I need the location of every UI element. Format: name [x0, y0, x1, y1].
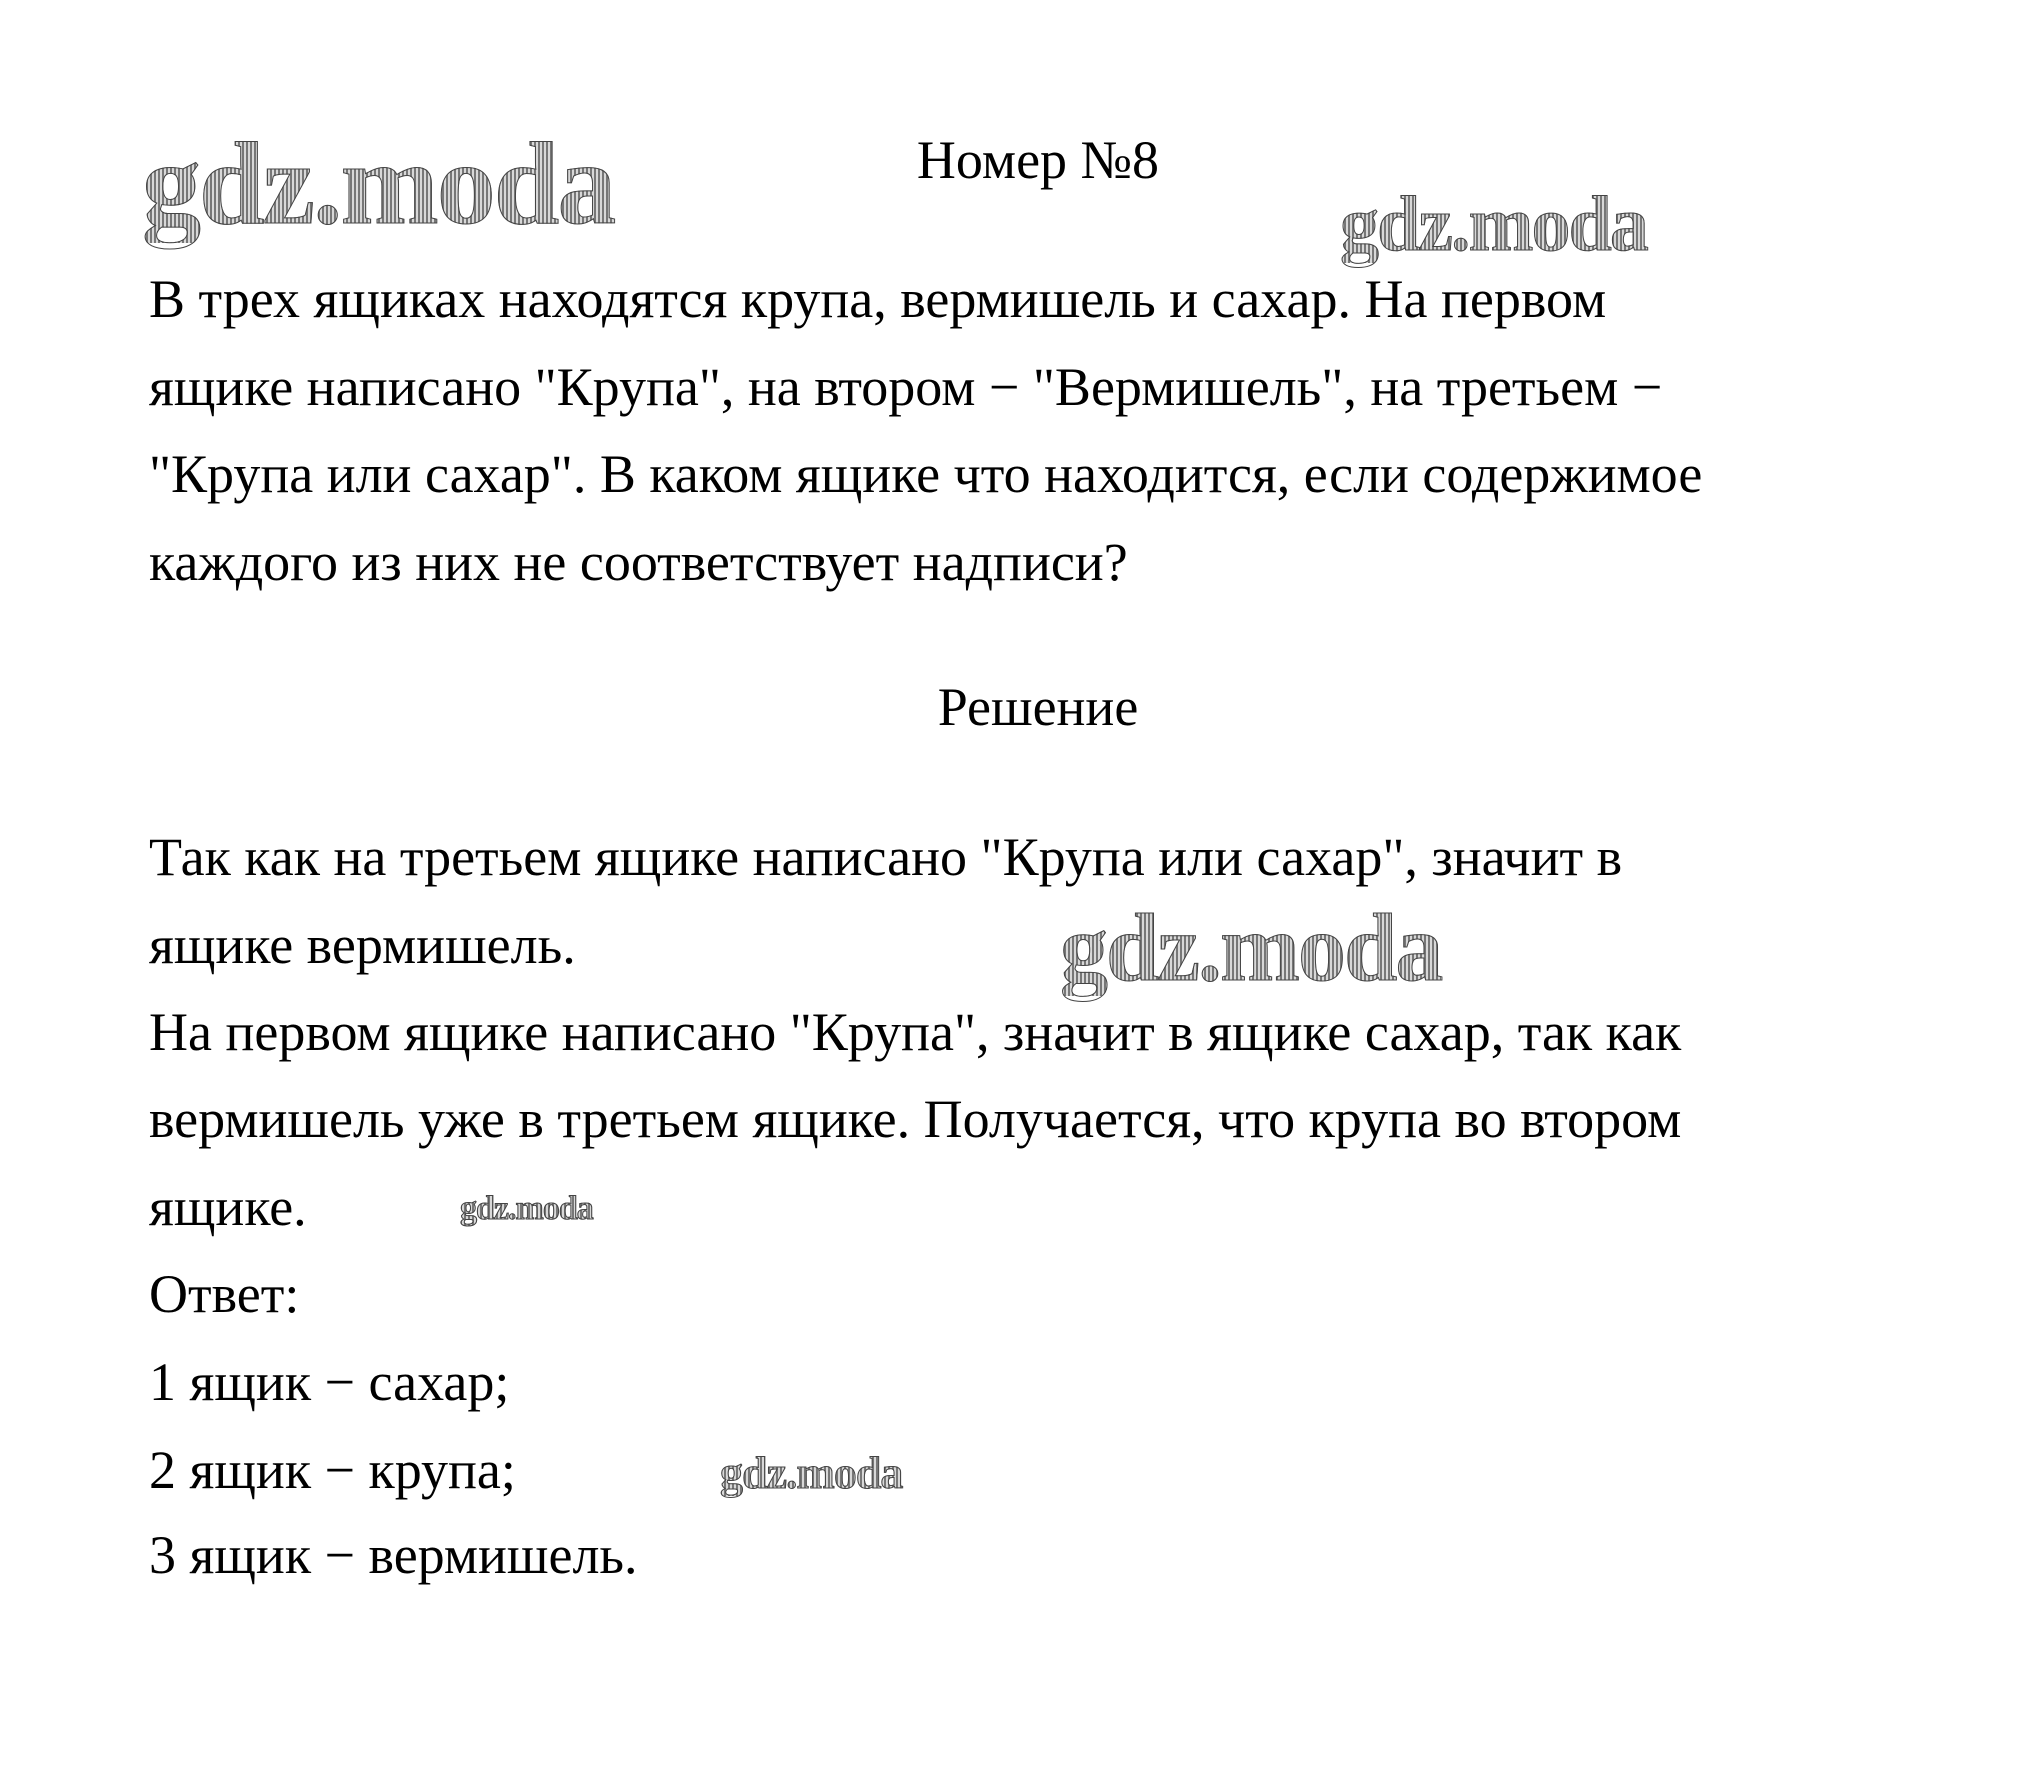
solution-line: На первом ящике написано "Крупа", значит в ящике сахар, так как	[149, 1002, 1682, 1062]
watermark-logo: gdz.moda	[142, 118, 615, 249]
problem-line: В трех ящиках находятся крупа, вермишель и сахар. На первом	[149, 269, 1607, 329]
solution-line: ящике.	[149, 1177, 307, 1237]
solution-line: Так как на третьем ящике написано "Крупа или сахар", значит в	[149, 827, 1623, 887]
watermark-logo: gdz.moda	[1340, 180, 1647, 267]
solution-line: ящике вермишель.	[149, 915, 576, 975]
watermark-logo: gdz.moda	[1060, 894, 1442, 1001]
problem-line: "Крупа или сахар". В каком ящике что находится, если содержимое	[149, 444, 1703, 504]
problem-line: ящике написано "Крупа", на втором − "Вермишель", на третьем −	[149, 357, 1663, 417]
solution-heading: Решение	[937, 677, 1139, 737]
page-title: Номер №8	[916, 130, 1160, 190]
answer-line: 1 ящик − сахар;	[149, 1352, 510, 1412]
answer-line: 3 ящик − вермишель.	[149, 1525, 638, 1585]
watermark-logo: gdz.moda	[720, 1447, 903, 1498]
solution-line: вермишель уже в третьем ящике. Получается, что крупа во втором	[149, 1089, 1682, 1149]
answer-label: Ответ:	[149, 1264, 300, 1324]
problem-line: каждого из них не соответствует надписи?	[149, 532, 1128, 592]
answer-line: 2 ящик − крупа;	[149, 1440, 516, 1500]
watermark-logo: gdz.moda	[460, 1190, 593, 1227]
